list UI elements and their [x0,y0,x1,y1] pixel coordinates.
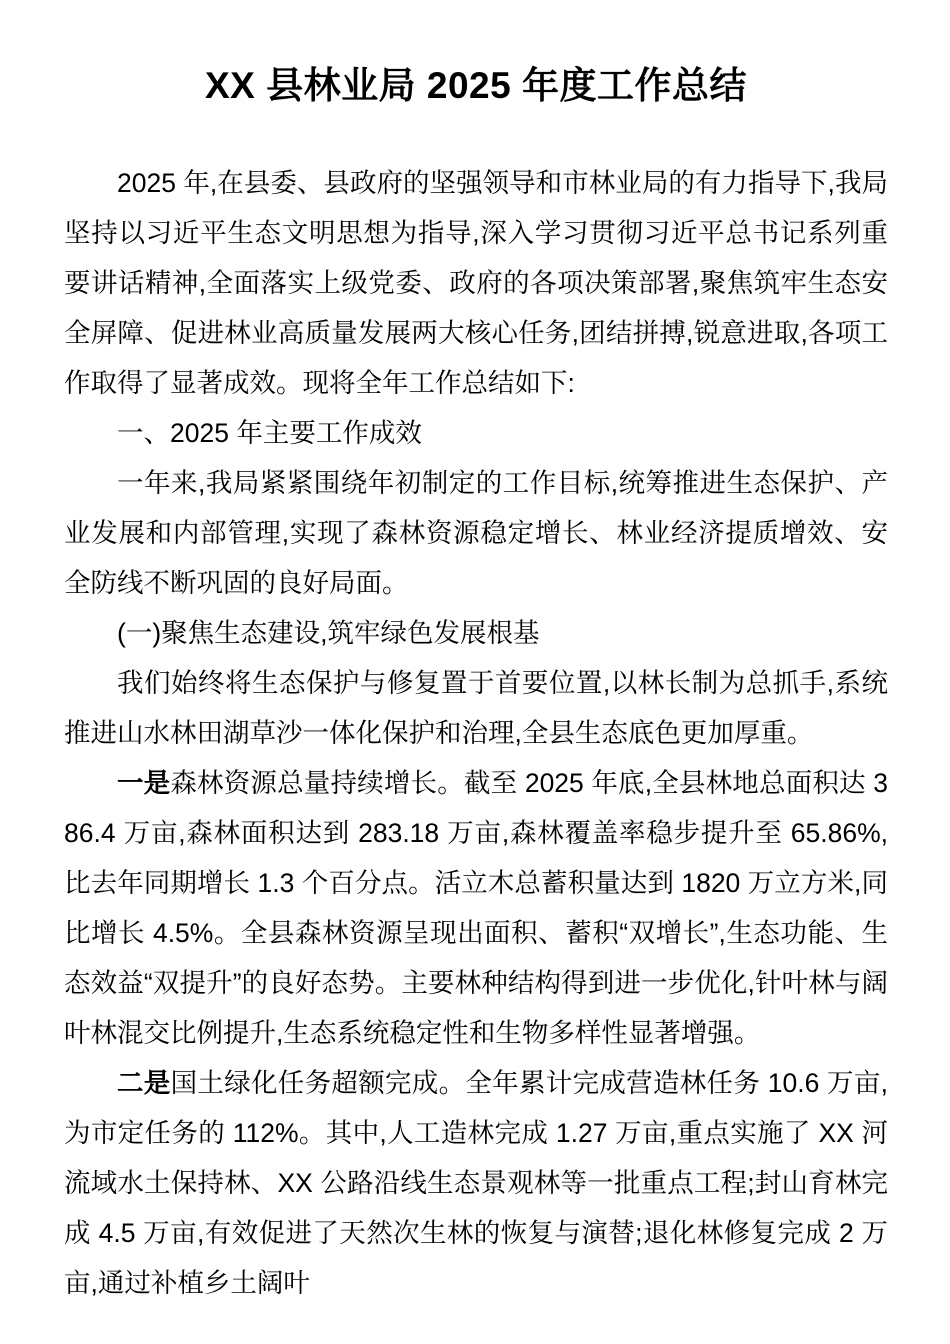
paragraph-section-1-intro: 一年来,我局紧紧围绕年初制定的工作目标,统筹推进生态保护、产业发展和内部管理,实现了森林资源稳定增长、林业经济提质增效、安全防线不断巩固的良好局面。 [64,468,888,599]
title-spacer [64,110,888,158]
subsection-heading-1: (一)聚焦生态建设,筑牢绿色发展根基 [117,618,540,649]
paragraph-point-2-text: 国土绿化任务超额完成。全年累计完成营造林任务 10.6 万亩,为市定任务的 112%。其中,人工造林完成 1.27 万亩,重点实施了 XX 河流域水土保持林、XX 公路沿线生态景观林等一批重点工程;封山育林完成 4.5 万亩,有效促进了天然次生林的恢复与演替;退化林修复完成 2 万亩,通过补植乡土阔叶 [64,1068,889,1299]
paragraph-point-2 [64,1058,888,1308]
document-body [64,0,888,1308]
paragraph-intro: 2025 年,在县委、县政府的坚强领导和市林业局的有力指导下,我局坚持以习近平生态文明思想为指导,深入学习贯彻习近平总书记系列重要讲话精神,全面落实上级党委、政府的各项决策部署,聚焦筑牢生态安全屏障、促进林业高质量发展两大核心任务,团结拼搏,锐意进取,各项工作取得了显著成效。现将全年工作总结如下: [64,168,888,399]
document-title: XX 县林业局 2025 年度工作总结 [204,65,747,106]
section-heading-1: 一、2025 年主要工作成效 [117,418,422,449]
paragraph-point-1 [64,758,888,1058]
paragraph-point-1-text: 森林资源总量持续增长。截至 2025 年底,全县林地总面积达 386.4 万亩,森林面积达到 283.18 万亩,森林覆盖率稳步提升至 65.86%,比去年同期增长 1.3 个百分点。活立木总蓄积量达到 1820 万立方米,同比增长 4.5%。全县森林资源呈现出面积、蓄积“双增长”,生态功能、生态效益“双提升”的良好态势。主要林种结构得到进一步优化,针叶林与阔叶林混交比例提升,生态系统稳定性和生物多样性显著增强。 [64,768,889,1049]
paragraph-point-2-lead: 二是 [117,1068,171,1099]
paragraph-subsection-1-intro: 我们始终将生态保护与修复置于首要位置,以林长制为总抓手,系统推进山水林田湖草沙一体化保护和治理,全县生态底色更加厚重。 [64,668,888,749]
paragraph-point-1-lead: 一是 [117,768,171,799]
